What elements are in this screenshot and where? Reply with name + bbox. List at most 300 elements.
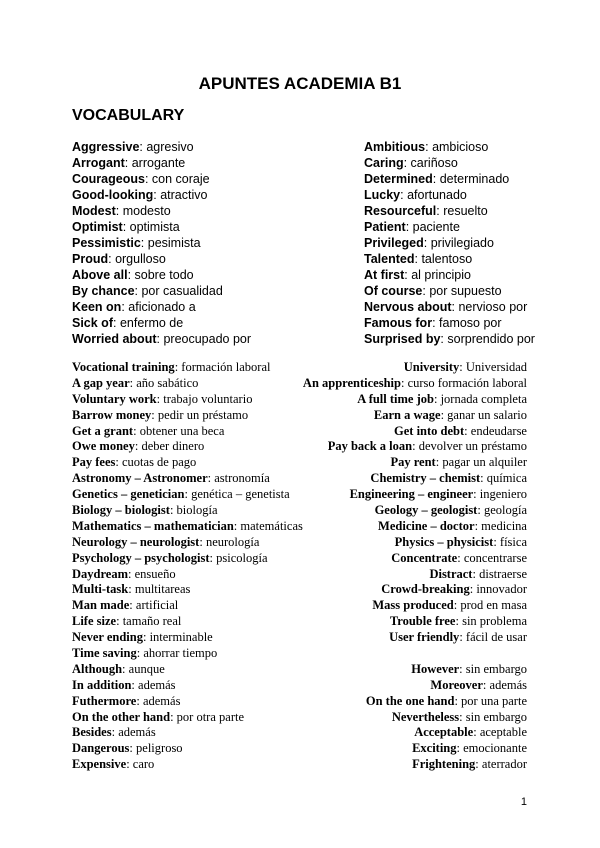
vocab-row [72, 187, 527, 203]
vocab-separator: : [124, 156, 132, 170]
vocab-meaning: física [499, 534, 527, 549]
vocab-entry-right [378, 519, 527, 535]
vocab-entry-right [364, 267, 527, 283]
vocab-meaning: pesimista [147, 236, 201, 250]
vocab-term: Man made [72, 598, 130, 613]
vocab-separator: : [115, 455, 122, 470]
vocab-separator: : [184, 487, 192, 502]
vocab-entry-right [374, 408, 527, 424]
vocab-entry-left [72, 614, 181, 630]
vocab-meaning: arrogante [131, 156, 186, 170]
vocab-row [72, 503, 527, 519]
vocab-meaning: emocionante [463, 741, 527, 756]
vocab-entry-right [404, 360, 527, 376]
vocab-meaning: psicología [216, 550, 268, 565]
vocab-entry-right [411, 662, 527, 678]
vocab-separator: : [153, 188, 161, 202]
vocab-entry-left [72, 408, 248, 424]
vocab-meaning: química [486, 471, 527, 486]
vocab-entry-left [72, 582, 190, 598]
vocab-row [72, 551, 527, 567]
vocab-meaning: aceptable [479, 725, 527, 740]
vocab-entry-left [72, 392, 252, 408]
vocab-entry-right [364, 203, 527, 219]
vocab-separator: : [432, 316, 440, 330]
vocab-meaning: determinado [439, 172, 510, 186]
vocab-row [72, 710, 527, 726]
vocab-entry-left [72, 471, 270, 487]
vocab-term: Moreover [430, 677, 483, 692]
vocab-separator: : [126, 757, 133, 772]
vocab-entry-left [72, 741, 183, 757]
vocab-entry-right [364, 171, 527, 187]
vocab-meaning: orgulloso [115, 252, 166, 266]
vocab-separator: : [151, 407, 158, 422]
vocab-term: Above all [72, 268, 128, 282]
vocab-entry-left [72, 710, 244, 726]
vocab-term: Engineering – engineer [349, 487, 474, 502]
vocab-meaning: concentrarse [463, 550, 527, 565]
vocab-separator: : [174, 360, 182, 374]
vocab-meaning: año sabático [136, 375, 199, 390]
vocab-meaning: al principio [411, 268, 471, 282]
vocab-separator: : [475, 757, 482, 772]
vocab-term: Expensive [72, 757, 127, 772]
vocab-separator: : [459, 630, 466, 645]
vocab-entry-right [364, 187, 527, 203]
vocab-entry-left [72, 487, 290, 503]
vocab-meaning: sin embargo [465, 661, 527, 676]
vocab-row [72, 139, 527, 155]
vocab-separator: : [113, 316, 120, 330]
vocab-row [72, 455, 527, 471]
vocab-term: Talented [364, 252, 415, 266]
vocab-term: Geology – geologist [374, 503, 478, 518]
vocab-entry-left [72, 519, 303, 535]
vocab-row [72, 519, 527, 535]
vocab-entry-right [364, 139, 527, 155]
vocab-term: Genetics – genetician [72, 487, 185, 502]
vocab-term: Mathematics – mathematician [72, 518, 234, 533]
vocab-row [72, 408, 527, 424]
vocab-term: However [411, 661, 460, 676]
vocab-term: Daydream [72, 566, 129, 581]
vocab-term: Exciting [412, 741, 457, 756]
vocab-entry-left [72, 331, 251, 347]
vocab-entry-right [366, 694, 527, 710]
vocab-term: Get into debt [394, 423, 465, 438]
vocab-term: Pay back a loan [327, 439, 413, 454]
vocab-term: Pay rent [390, 455, 436, 470]
vocab-meaning: geología [483, 503, 527, 518]
vocab-meaning: curso formación laboral [407, 375, 527, 390]
vocab-separator: : [140, 236, 148, 250]
vocab-separator: : [482, 677, 490, 692]
vocab-meaning: además [142, 693, 181, 708]
vocab-term: Of course [364, 284, 423, 298]
vocab-meaning: medicina [481, 518, 527, 533]
vocab-meaning: modesto [122, 204, 171, 218]
vocab-term: University [403, 360, 460, 374]
vocab-term: Trouble free [389, 614, 456, 629]
vocab-meaning: deber dinero [141, 439, 205, 454]
vocab-separator: : [455, 614, 463, 629]
vocab-meaning: nervioso por [458, 300, 528, 314]
vocab-separator: : [127, 268, 135, 282]
vocab-term: Besides [72, 725, 112, 740]
vocab-separator: : [129, 741, 137, 756]
vocab-row [72, 299, 527, 315]
vocab-meaning: ambicioso [432, 140, 489, 154]
vocab-separator: : [459, 661, 466, 676]
vocab-entry-right [370, 471, 527, 487]
vocab-entry-left [72, 315, 183, 331]
vocab-separator: : [474, 518, 482, 533]
vocab-row [72, 471, 527, 487]
vocab-meaning: además [118, 725, 156, 740]
vocab-term: Aggressive [72, 140, 140, 154]
vocab-row [72, 487, 527, 503]
vocab-entry-left [72, 725, 156, 741]
vocab-entry-right [390, 455, 527, 471]
vocab-separator: : [129, 375, 137, 390]
vocab-term: Arrogant [72, 156, 125, 170]
vocab-separator: : [436, 204, 444, 218]
vocab-term: Ambitious [364, 140, 426, 154]
vocab-term: Privileged [364, 236, 424, 250]
vocab-row [72, 662, 527, 678]
vocab-term: Keen on [72, 300, 122, 314]
vocab-meaning: por casualidad [141, 284, 223, 298]
vocab-term: Patient [364, 220, 406, 234]
vocab-term: Famous for [364, 316, 433, 330]
vocab-entry-left [72, 662, 165, 678]
vocab-row [72, 741, 527, 757]
vocab-entry-left [72, 235, 201, 251]
vocab-row [72, 582, 527, 598]
vocab-separator: : [233, 518, 241, 533]
vocab-term: User friendly [389, 630, 460, 645]
vocab-meaning: atractivo [160, 188, 208, 202]
vocab-row [72, 630, 527, 646]
vocab-entry-left [72, 187, 207, 203]
vocab-entry-right [414, 725, 527, 741]
vocab-meaning: astronomía [214, 471, 270, 486]
vocab-meaning: afortunado [407, 188, 467, 202]
vocab-meaning: preocupado por [163, 332, 252, 346]
vocab-separator: : [116, 614, 123, 629]
vocab-separator: : [128, 566, 135, 581]
vocab-row [72, 155, 527, 171]
vocab-entry-right [412, 757, 527, 773]
vocab-term: Mass produced [372, 598, 454, 613]
vocab-entry-right [389, 630, 527, 646]
vocab-meaning: multitareas [134, 582, 191, 597]
vocab-separator: : [456, 741, 464, 756]
vocab-meaning: peligroso [136, 741, 183, 756]
vocab-separator: : [134, 284, 142, 298]
vocab-separator: : [403, 156, 411, 170]
vocab-meaning: ensueño [134, 566, 176, 581]
vocab-entry-right [364, 235, 527, 251]
vocab-entry-left [72, 439, 204, 455]
vocab-meaning: paciente [412, 220, 460, 234]
vocab-separator: : [432, 172, 440, 186]
vocab-separator: : [423, 236, 431, 250]
vocab-term: Physics – physicist [394, 534, 494, 549]
vocab-term: Astronomy – Astronomer [72, 471, 208, 486]
vocab-meaning: además [489, 677, 527, 692]
vocab-meaning: privilegiado [430, 236, 494, 250]
vocab-meaning: obtener una beca [139, 423, 225, 438]
vocab-term: Voluntary work [72, 391, 157, 406]
vocab-separator: : [133, 423, 140, 438]
vocab-meaning: innovador [476, 582, 527, 597]
vocab-row [72, 646, 527, 662]
vocab-entry-right [412, 741, 527, 757]
vocab-meaning: por otra parte [176, 709, 244, 724]
vocab-separator: : [136, 646, 144, 661]
vocab-entry-left [72, 251, 166, 267]
vocab-entry-right [381, 582, 527, 598]
vocab-entry-right [391, 551, 527, 567]
vocab-meaning: fácil de usar [465, 630, 527, 645]
vocab-meaning: agresivo [146, 140, 194, 154]
vocab-meaning: resuelto [443, 204, 488, 218]
vocab-row [72, 315, 527, 331]
vocab-entry-left [72, 598, 178, 614]
vocab-meaning: cuotas de pago [122, 455, 197, 470]
vocab-separator: : [108, 252, 116, 266]
vocab-term: Medicine – doctor [378, 518, 475, 533]
vocab-meaning: pedir un préstamo [157, 407, 249, 422]
vocab-term: Vocational training [72, 360, 175, 374]
vocab-term: Determined [364, 172, 433, 186]
vocab-row [72, 331, 535, 347]
vocab-separator: : [425, 140, 433, 154]
vocab-meaning: jornada completa [440, 391, 527, 406]
vocab-term: An apprenticeship [302, 375, 401, 390]
vocab-meaning: sobre todo [134, 268, 194, 282]
vocab-meaning: endeudarse [470, 423, 527, 438]
vocab-entry-left [72, 757, 154, 773]
vocab-entry-left [72, 503, 218, 519]
vocab-separator: : [457, 550, 464, 565]
vocab-term: Proud [72, 252, 109, 266]
vocab-entry-right [364, 251, 527, 267]
vocab-meaning: genética – genetista [191, 487, 290, 502]
vocab-entry-right [328, 439, 527, 455]
vocab-meaning: formación laboral [181, 360, 271, 374]
vocab-meaning: interminable [149, 630, 213, 645]
vocab-term: Although [72, 661, 123, 676]
vocab-row [72, 283, 527, 299]
vocab-entry-left [72, 283, 223, 299]
vocab-entry-right [429, 567, 527, 583]
page-number: 1 [520, 796, 527, 808]
vocab-entry-right [357, 392, 527, 408]
vocab-entry-left [72, 155, 185, 171]
vocab-meaning: devolver un préstamo [418, 439, 527, 454]
vocab-meaning: por supuesto [429, 284, 502, 298]
vocab-row [72, 694, 527, 710]
vocab-meaning: sin problema [462, 614, 527, 629]
general-vocabulary-list [72, 360, 527, 773]
vocab-term: A gap year [72, 375, 130, 390]
vocab-row [72, 171, 527, 187]
vocab-meaning: matemáticas [240, 518, 303, 533]
vocab-entry-left [72, 139, 194, 155]
vocab-separator: : [453, 598, 461, 613]
vocab-meaning: aterrador [481, 757, 527, 772]
vocab-meaning: enfermo de [119, 316, 184, 330]
vocab-meaning: con coraje [151, 172, 210, 186]
vocab-row [72, 251, 527, 267]
vocab-separator: : [142, 630, 150, 645]
vocab-meaning: distraerse [479, 566, 527, 581]
vocab-separator: : [472, 566, 480, 581]
vocab-meaning: famoso por [439, 316, 502, 330]
vocab-entry-left [72, 678, 176, 694]
vocab-meaning: aficionado a [128, 300, 196, 314]
vocab-separator: : [412, 439, 419, 454]
vocab-meaning: además [138, 677, 176, 692]
vocab-separator: : [422, 284, 430, 298]
vocab-separator: : [136, 693, 143, 708]
vocab-meaning: cariñoso [410, 156, 458, 170]
vocab-separator: : [115, 204, 123, 218]
vocab-term: Caring [364, 156, 404, 170]
vocab-separator: : [209, 550, 217, 565]
vocab-entry-left [72, 360, 271, 376]
vocab-entry-right [364, 155, 527, 171]
vocab-separator: : [404, 268, 412, 282]
vocab-meaning: neurología [205, 534, 260, 549]
vocab-separator: : [121, 300, 129, 314]
section-heading-vocabulary: VOCABULARY [72, 107, 185, 124]
vocab-entry-right [375, 503, 527, 519]
vocab-entry-right [395, 535, 527, 551]
vocab-separator: : [400, 375, 408, 390]
vocab-meaning: aunque [128, 661, 165, 676]
vocab-meaning: pagar un alquiler [442, 455, 527, 470]
vocab-entry-left [72, 646, 217, 662]
vocab-term: Life size [72, 614, 117, 629]
vocab-separator: : [131, 677, 139, 692]
vocab-row [72, 535, 527, 551]
vocab-term: Nevertheless [391, 709, 460, 724]
vocab-meaning: talentoso [421, 252, 473, 266]
vocab-separator: : [134, 439, 142, 454]
vocab-meaning: sorprendido por [447, 332, 535, 346]
vocab-term: Pessimistic [72, 236, 141, 250]
vocab-entry-right [392, 710, 527, 726]
vocab-entry-right [430, 678, 527, 694]
vocab-entry-left [72, 203, 171, 219]
vocab-term: Get a grant [72, 423, 134, 438]
vocab-separator: : [156, 391, 164, 406]
vocab-row [72, 392, 527, 408]
vocab-term: Never ending [72, 630, 143, 645]
vocab-row [72, 598, 527, 614]
vocab-term: At first [364, 268, 405, 282]
vocab-term: Time saving [72, 646, 137, 661]
vocab-term: Worried about [72, 332, 157, 346]
vocab-term: On the other hand [72, 709, 171, 724]
vocab-separator: : [122, 661, 129, 676]
vocab-separator: : [459, 360, 466, 374]
vocab-term: Crowd-breaking [381, 582, 470, 597]
vocab-separator: : [493, 534, 500, 549]
vocab-entry-right [303, 376, 527, 392]
vocab-term: Lucky [364, 188, 401, 202]
vocab-term: Nervous about [364, 300, 452, 314]
vocab-separator: : [480, 471, 487, 486]
vocab-term: Good-looking [72, 188, 154, 202]
vocab-meaning: prod en masa [460, 598, 527, 613]
vocab-entry-left [72, 219, 180, 235]
vocab-term: Neurology – neurologist [72, 534, 200, 549]
vocab-separator: : [139, 140, 147, 154]
vocab-meaning: ganar un salario [447, 407, 527, 422]
vocab-term: Earn a wage [373, 407, 441, 422]
vocab-separator: : [207, 471, 215, 486]
vocab-row [72, 439, 527, 455]
vocab-term: Optimist [72, 220, 123, 234]
vocab-separator: : [440, 407, 448, 422]
vocab-separator: : [464, 423, 471, 438]
vocab-row [72, 376, 527, 392]
vocab-separator: : [440, 332, 448, 346]
vocab-row [72, 757, 527, 773]
vocab-term: Psychology – psychologist [72, 550, 210, 565]
vocab-entry-left [72, 171, 210, 187]
vocab-term: Barrow money [72, 407, 152, 422]
vocab-separator: : [414, 252, 422, 266]
vocab-term: Multi-task [72, 582, 129, 597]
vocab-row [72, 235, 527, 251]
vocab-term: Frightening [412, 757, 476, 772]
vocab-row [72, 267, 527, 283]
vocab-meaning: Universidad [465, 360, 527, 374]
vocab-row [72, 424, 527, 440]
vocab-term: In addition [72, 677, 132, 692]
vocab-separator: : [144, 172, 152, 186]
vocab-term: Acceptable [414, 725, 474, 740]
vocab-entry-left [72, 694, 180, 710]
vocab-term: Modest [72, 204, 116, 218]
vocab-entry-left [72, 630, 213, 646]
vocab-row [72, 203, 527, 219]
vocab-entry-left [72, 567, 176, 583]
vocab-meaning: artificial [135, 598, 179, 613]
vocab-entry-left [72, 551, 268, 567]
vocab-meaning: sin embargo [465, 709, 527, 724]
vocab-row [72, 567, 527, 583]
vocab-separator: : [156, 332, 164, 346]
vocab-term: Resourceful [364, 204, 437, 218]
vocab-separator: : [129, 598, 136, 613]
vocab-separator: : [405, 220, 413, 234]
vocab-entry-left [72, 535, 259, 551]
vocab-meaning: optimista [129, 220, 180, 234]
vocab-separator: : [477, 503, 484, 518]
vocab-separator: : [400, 188, 408, 202]
vocab-meaning: ingeniero [479, 487, 527, 502]
vocab-row [72, 678, 527, 694]
vocab-separator: : [459, 709, 466, 724]
vocab-entry-right [364, 299, 527, 315]
